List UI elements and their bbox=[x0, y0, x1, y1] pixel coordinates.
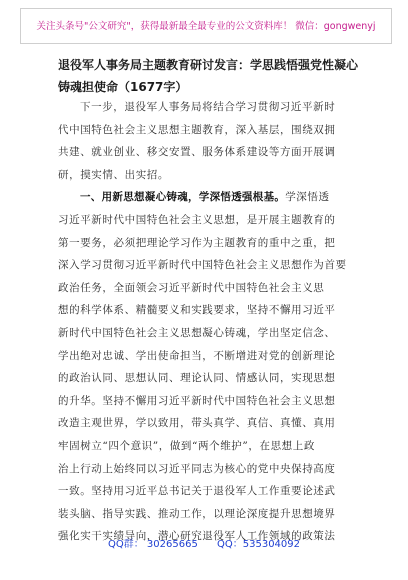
paragraph-line: 代中国特色社会主义思想主题教育，深入基层，围绕双拥 bbox=[58, 123, 336, 136]
paragraph-line: 牢固树立“四个意识”，做到“两个维护”，在思想上政 bbox=[58, 439, 315, 452]
header-notice-box bbox=[20, 8, 392, 44]
paragraph-line: 研，摸实情、出实招。 bbox=[58, 168, 169, 181]
paragraph-line: 深入学习贯彻习近平新时代中国特色社会主义思想作为首要 bbox=[58, 259, 347, 272]
footer-qq: QQ：535304092 bbox=[217, 539, 301, 550]
paragraph-line: 共建、就业创业、移交安置、服务体系建设等方面开展调 bbox=[58, 146, 336, 159]
section-heading-line bbox=[58, 186, 360, 209]
title-line-2: 铸魂担使命（1677字） bbox=[58, 80, 188, 94]
paragraph-line: 装头脑、指导实践、推动工作，以理论深度提升思想境界 bbox=[58, 507, 336, 520]
paragraph-line: 想的科学体系、精髓要义和实践要求，坚持不懈用习近平 bbox=[58, 304, 336, 317]
paragraph-line: 政治任务，全面领会习近平新时代中国特色社会主义思 bbox=[58, 281, 325, 294]
paragraph-line: 一致。坚持用习近平总书记关于退役军人工作重要论述武 bbox=[58, 485, 336, 498]
paragraph-line: 强化实干实绩导向，潜心研究退役军人工作领域的政策法 bbox=[58, 530, 336, 543]
footer-contact bbox=[0, 535, 408, 550]
header-notice-text: 关注头条号"公文研究"，获得最新最全最专业的公文资料库！ 微信：gongwenyj bbox=[36, 21, 376, 32]
document-body bbox=[58, 96, 360, 548]
paragraph-line: 的政治认同、思想认同、理论认同、情感认同，实现思想 bbox=[58, 372, 336, 385]
paragraph-line: 第一要务，必须把理论学习作为主题教育的重中之重，把 bbox=[58, 236, 336, 249]
paragraph-line: 习近平新时代中国特色社会主义思想，是开展主题教育的 bbox=[58, 213, 336, 226]
document-title bbox=[58, 54, 363, 98]
title-line-1: 退役军人事务局主题教育研讨发言：学思践悟强党性凝心 bbox=[58, 58, 359, 72]
paragraph-line: 治上行动上始终同以习近平同志为核心的党中央保持高度 bbox=[58, 462, 336, 475]
paragraph-line: 下一步，退役军人事务局将结合学习贯彻习近平新时 bbox=[80, 101, 336, 113]
paragraph-line: 改造主观世界，学以致用，带头真学、真信、真懂、真用 bbox=[58, 417, 336, 430]
paragraph-line: 的升华。坚持不懈用习近平新时代中国特色社会主义思想 bbox=[58, 394, 336, 407]
footer-qq-group: QQ群： 30265665 bbox=[107, 539, 198, 550]
paragraph-line: 学出绝对忠诚、学出使命担当，不断增进对党的创新理论 bbox=[58, 349, 336, 362]
section-heading-continuation: 学深悟透 bbox=[285, 191, 330, 204]
paragraph-line: 新时代中国特色社会主义思想凝心铸魂，学出坚定信念、 bbox=[58, 326, 336, 339]
section-heading: 一、用新思想凝心铸魂，学深悟透强根基。 bbox=[80, 191, 286, 204]
